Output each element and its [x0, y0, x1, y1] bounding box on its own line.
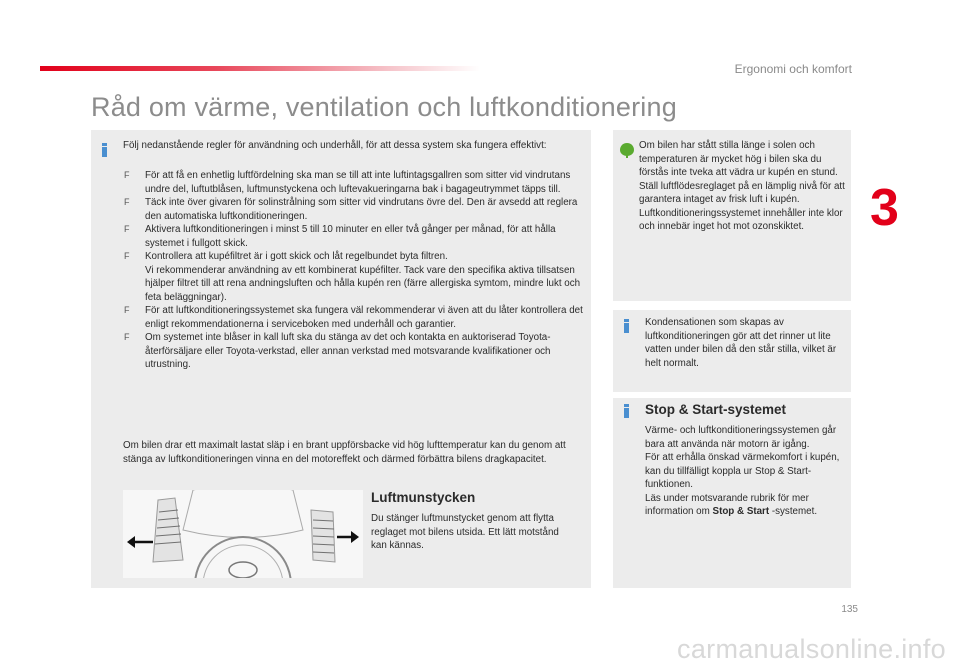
info-icon — [624, 319, 629, 331]
stop-start-text: Värme- och luftkonditioneringssystemen går bara att använda när motorn är igång. För att erhålla önskad värmekomfort i kupén, kan du tillfälligt koppla ur Stop & Start-funktionen. Läs under motsvarande rubrik för mer information om Stop & Start -systemet. — [645, 425, 840, 517]
sun-ventilation-text: Om bilen har stått stilla länge i solen och temperaturen är mycket hög i bilen ska du förstås inte tveka att vädra ur kupén en stund. Ställ luftflödesreglaget på en lämplig nivå för att garantera intaget av frisk luft i kupén. Luftkonditioneringssystemet innehåller inte klor och innebär inget hot mot ozonskiktet. — [639, 140, 845, 232]
info-icon — [624, 404, 629, 416]
header-accent-bar — [40, 66, 480, 71]
intro-text: Följ nedanstående regler för användning och underhåll, för att dessa system ska fungera effektivt: — [123, 140, 547, 151]
info-icon — [102, 143, 107, 155]
list-item: F Täck inte över givaren för solinstrålning som sitter vid vindrutans övre del. Den är avsedd att reglera den automatiska luftkonditioneringen. — [124, 197, 578, 222]
stop-start-heading: Stop & Start-systemet — [645, 402, 787, 417]
towing-note: Om bilen drar ett maximalt lastat släp i en brant uppförsbacke vid hög lufttemperatur kan du genom att stänga av luftkonditioneringen vinna en del motoreffekt och därmed förbättra bilens dragkapacitet. — [123, 440, 566, 465]
dashboard-vents-illustration — [123, 490, 363, 578]
condensation-text: Kondensationen som skapas av luftkonditioneringen gör att det rinner ut lite vatten under bilen då den står stilla, vilket är helt normalt. — [645, 317, 837, 369]
list-item: F För att få en enhetlig luftfördelning ska man se till att inte luftintagsgallren som sitter vid vindrutans undre del, luftutblåsen, luftmunstyckena och luftevakueringarna bak i bagageutrymmet täpps till. — [124, 170, 571, 195]
list-item: F Kontrollera att kupéfiltret är i gott skick och låt regelbundet byta filtren. Vi rekommenderar användning av ett kombinerat kupéfilter. Tack vare den specifika aktiva tillsatsen hjälper filtret till att rena andningsluften och hålla kupén ren (färre allergiska symtom, mindre lukt och feta beläggningar). — [124, 251, 581, 303]
eco-leaf-icon — [619, 142, 635, 158]
list-item: F Om systemet inte blåser in kall luft ska du stänga av det och kontakta en auktoriserad Toyota-återförsäljare eller Toyota-verkstad, eller annan verkstad med motsvarande kvalifikationer och utrustning. — [124, 332, 551, 370]
tips-list — [123, 169, 583, 372]
watermark: carmanualsonline.info — [677, 634, 946, 664]
section-header: Ergonomi och komfort — [734, 62, 852, 76]
vents-heading: Luftmunstycken — [371, 490, 476, 505]
page-number: 135 — [841, 604, 858, 615]
list-item: F För att luftkonditioneringssystemet ska fungera väl rekommenderar vi även att du låter kontrollera det enligt rekommendationerna i serviceboken med underhåll och garantier. — [124, 305, 583, 330]
page-title: Råd om värme, ventilation och luftkonditionering — [91, 92, 677, 122]
list-item: F Aktivera luftkonditioneringen i minst 5 till 10 minuter en eller två gånger per månad, för att hålla systemet i fullgott skick. — [124, 224, 556, 249]
vents-text: Du stänger luftmunstycket genom att flytta reglaget mot bilens utsida. Ett lätt motstånd kan kännas. — [371, 513, 559, 551]
chapter-number: 3 — [870, 179, 899, 237]
